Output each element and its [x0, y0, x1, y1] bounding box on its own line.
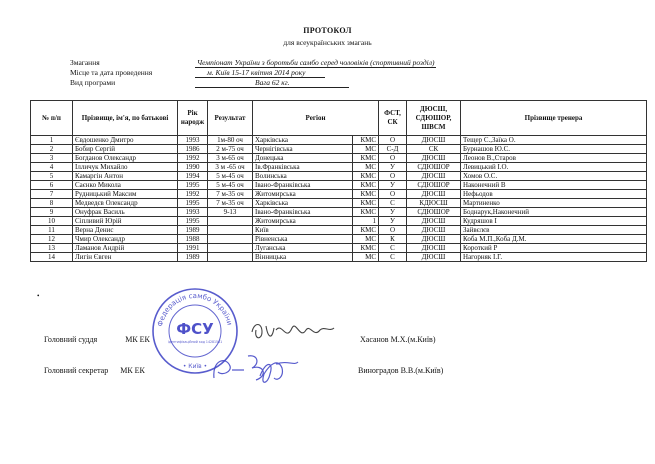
coach-cell: Нефьодов	[461, 190, 647, 199]
header-name: Прізвище, ім'я, по батькові	[73, 101, 178, 136]
school-cell: ДЮСШ	[407, 190, 461, 199]
birth-year-cell: 1994	[178, 172, 208, 181]
birth-year-cell: 1992	[178, 154, 208, 163]
school-cell: ДЮСШ	[407, 154, 461, 163]
row-number-cell: 14	[31, 253, 73, 262]
coach-cell: Левицький І.О.	[461, 163, 647, 172]
header-result: Результат	[208, 101, 253, 136]
fst-cell: С-Д	[379, 145, 407, 154]
school-cell: ДЮСШ	[407, 172, 461, 181]
birth-year-cell: 1988	[178, 235, 208, 244]
judge-name: Хасанов М.Х.(м.Київ)	[360, 335, 436, 344]
row-number-cell: 11	[31, 226, 73, 235]
place-label: Місце та дата проведення	[70, 68, 153, 77]
school-cell: СК	[407, 145, 461, 154]
row-number-cell: 4	[31, 163, 73, 172]
header-school: ДЮСШ, СДЮШОР, ШВСМ	[407, 101, 461, 136]
coach-cell: Короткий Р	[461, 244, 647, 253]
result-cell	[208, 226, 253, 235]
result-cell: 9-13	[208, 208, 253, 217]
rank-cell: МС	[353, 163, 379, 172]
school-cell: СДЮШОР	[407, 181, 461, 190]
result-cell: 2 м-75 оч	[208, 145, 253, 154]
secretary-name: Виноградов В.В.(м.Київ)	[358, 366, 444, 375]
athlete-name-cell: Євдошенко Дмитро	[73, 136, 178, 145]
table-row	[31, 190, 647, 199]
coach-cell: Боднарук,Наконечний	[461, 208, 647, 217]
table-header-row	[31, 101, 647, 136]
result-cell: 7 м-35 оч	[208, 190, 253, 199]
athlete-name-cell: Бобир Сергій	[73, 145, 178, 154]
coach-cell: Бурнашов Ю.С.	[461, 145, 647, 154]
row-number-cell: 6	[31, 181, 73, 190]
row-number-cell: 9	[31, 208, 73, 217]
result-cell: 3 м-65 оч	[208, 154, 253, 163]
birth-year-cell: 1989	[178, 226, 208, 235]
judge-category: МК ЕК	[125, 335, 150, 344]
table-body	[31, 136, 647, 262]
fst-cell: У	[379, 181, 407, 190]
coach-cell: Нагорняк І.Г.	[461, 253, 647, 262]
rank-cell: КМС	[353, 181, 379, 190]
coach-cell: Леонов В.,Старов	[461, 154, 647, 163]
birth-year-cell: 1986	[178, 145, 208, 154]
region-cell: Житомирська	[253, 217, 353, 226]
row-number-cell: 1	[31, 136, 73, 145]
judge-label: Головний суддя	[44, 335, 98, 344]
school-cell: ДЮСШ	[407, 217, 461, 226]
fst-cell: О	[379, 172, 407, 181]
birth-year-cell: 1989	[178, 253, 208, 262]
result-cell: 3 м -65 оч	[208, 163, 253, 172]
region-cell: Харківська	[253, 199, 353, 208]
school-cell: ДЮСШ	[407, 253, 461, 262]
rank-cell: КМС	[353, 208, 379, 217]
fst-cell: О	[379, 226, 407, 235]
table-row	[31, 226, 647, 235]
fst-cell: С	[379, 244, 407, 253]
region-cell: Вінницька	[253, 253, 353, 262]
results-table	[30, 100, 647, 262]
athlete-name-cell: Онуфрак Василь	[73, 208, 178, 217]
protocol-title: ПРОТОКОЛ	[303, 26, 352, 35]
region-cell: Чернігівська	[253, 145, 353, 154]
table-row	[31, 235, 647, 244]
region-cell: Київ	[253, 226, 353, 235]
region-cell: Івано-Франківська	[253, 181, 353, 190]
athlete-name-cell: Верна Денис	[73, 226, 178, 235]
header-coach: Прізвище тренера	[461, 101, 647, 136]
table-row	[31, 199, 647, 208]
header-number: № п/п	[31, 101, 73, 136]
coach-cell: Зайвєлєв	[461, 226, 647, 235]
school-cell: ДЮСШ	[407, 226, 461, 235]
result-cell	[208, 235, 253, 244]
fst-cell: О	[379, 154, 407, 163]
table-row	[31, 172, 647, 181]
result-cell: 1м-80 оч	[208, 136, 253, 145]
region-cell: Рівненська	[253, 235, 353, 244]
place-line	[70, 68, 325, 78]
rank-cell: КМС	[353, 172, 379, 181]
fst-cell: У	[379, 208, 407, 217]
coach-cell: Хомов О.С.	[461, 172, 647, 181]
competition-label: Змагання	[70, 58, 100, 67]
birth-year-cell: 1995	[178, 217, 208, 226]
rank-cell: МС	[353, 235, 379, 244]
athlete-name-cell: Ілличук Михайло	[73, 163, 178, 172]
fst-cell: У	[379, 217, 407, 226]
place-value: м. Київ 15-17 квітня 2014 року	[195, 68, 325, 78]
birth-year-cell: 1995	[178, 181, 208, 190]
secretary-line	[44, 366, 145, 375]
row-number-cell: 13	[31, 244, 73, 253]
protocol-subtitle: для всеукраїнських змагань	[283, 38, 372, 47]
athlete-name-cell: Чмир Олександр	[73, 235, 178, 244]
rank-cell: КМС	[353, 244, 379, 253]
school-cell: ДЮСШ	[407, 244, 461, 253]
region-cell: Волинська	[253, 172, 353, 181]
rank-cell: КМС	[353, 199, 379, 208]
secretary-category: МК ЕК	[120, 366, 145, 375]
birth-year-cell: 1993	[178, 208, 208, 217]
rank-cell: КМС	[353, 226, 379, 235]
table-row	[31, 154, 647, 163]
competition-line	[70, 58, 436, 68]
secretary-label: Головний секретар	[44, 366, 109, 375]
athlete-name-cell: Ламанов Андрій	[73, 244, 178, 253]
region-cell: Луганська	[253, 244, 353, 253]
birth-year-cell: 1990	[178, 163, 208, 172]
region-cell: Харківська	[253, 136, 353, 145]
header-fst: ФСТ, СК	[379, 101, 407, 136]
stamp-center-text: ФСУ	[176, 320, 214, 338]
athlete-name-cell: Саєнко Микола	[73, 181, 178, 190]
stamp-ring-text: Федерація самбо України	[156, 291, 234, 328]
athlete-name-cell: Камаргін Антон	[73, 172, 178, 181]
fst-cell: У	[379, 163, 407, 172]
competition-value: Чемпіонат України з боротьби самбо серед чоловіків (спортивний розділ)	[197, 58, 435, 67]
birth-year-cell: 1995	[178, 199, 208, 208]
stamp-code: Ідентифікаційний код 14281561	[167, 340, 223, 344]
birth-year-cell: 1991	[178, 244, 208, 253]
region-cell: Житомирська	[253, 190, 353, 199]
rank-cell: МС	[353, 145, 379, 154]
judge-signature	[248, 318, 338, 346]
athlete-name-cell: Медведєв Олександр	[73, 199, 178, 208]
coach-cell: Коба М.П.,Коба Д.М.	[461, 235, 647, 244]
result-cell	[208, 217, 253, 226]
program-label: Вид програми	[70, 78, 116, 87]
school-cell: СДЮШОР	[407, 208, 461, 217]
athlete-name-cell: Богданов Олександр	[73, 154, 178, 163]
row-number-cell: 5	[31, 172, 73, 181]
table-row	[31, 145, 647, 154]
coach-cell: Мартиненко	[461, 199, 647, 208]
row-number-cell: 8	[31, 199, 73, 208]
school-cell: СДЮШОР	[407, 163, 461, 172]
fst-cell: О	[379, 136, 407, 145]
table-row	[31, 217, 647, 226]
header-year: Рік народж	[178, 101, 208, 136]
row-number-cell: 10	[31, 217, 73, 226]
result-cell: 5 м-45 оч	[208, 181, 253, 190]
result-cell: 5 м-45 оч	[208, 172, 253, 181]
coach-cell: Тещер С.,Заїка О.	[461, 136, 647, 145]
athlete-name-cell: Рудницький Максим	[73, 190, 178, 199]
program-line	[70, 78, 349, 88]
table-row	[31, 163, 647, 172]
coach-cell: Наконечний В	[461, 181, 647, 190]
secretary-signature	[208, 350, 303, 390]
rank-cell: КМС	[353, 154, 379, 163]
result-cell	[208, 244, 253, 253]
fst-cell: С	[379, 199, 407, 208]
region-cell: Донецька	[253, 154, 353, 163]
program-value: Вага 62 кг.	[195, 78, 349, 88]
school-cell: ДЮСШ	[407, 235, 461, 244]
result-cell	[208, 253, 253, 262]
rank-cell: КМС	[353, 190, 379, 199]
rank-cell: КМС	[353, 136, 379, 145]
result-cell: 7 м-35 оч	[208, 199, 253, 208]
fst-cell: С	[379, 253, 407, 262]
row-number-cell: 3	[31, 154, 73, 163]
bullet-mark: •	[37, 292, 40, 300]
table-row	[31, 253, 647, 262]
table-row	[31, 136, 647, 145]
row-number-cell: 2	[31, 145, 73, 154]
birth-year-cell: 1992	[178, 190, 208, 199]
region-cell: Ів.Франківська	[253, 163, 353, 172]
table-row	[31, 244, 647, 253]
school-cell: ДЮСШ	[407, 136, 461, 145]
region-cell: Івано-Франківська	[253, 208, 353, 217]
judge-line	[44, 335, 150, 344]
header-region: Регіон	[253, 101, 379, 136]
coach-cell: Кудряшов І	[461, 217, 647, 226]
athlete-name-cell: Сіпливий Юрій	[73, 217, 178, 226]
stamp-city: • Київ •	[182, 363, 208, 370]
row-number-cell: 12	[31, 235, 73, 244]
table-row	[31, 208, 647, 217]
table-row	[31, 181, 647, 190]
rank-cell: 1	[353, 217, 379, 226]
athlete-name-cell: Лигін Євген	[73, 253, 178, 262]
fst-cell: О	[379, 190, 407, 199]
fst-cell: К	[379, 235, 407, 244]
row-number-cell: 7	[31, 190, 73, 199]
birth-year-cell: 1993	[178, 136, 208, 145]
school-cell: КДЮСШ	[407, 199, 461, 208]
rank-cell: МС	[353, 253, 379, 262]
